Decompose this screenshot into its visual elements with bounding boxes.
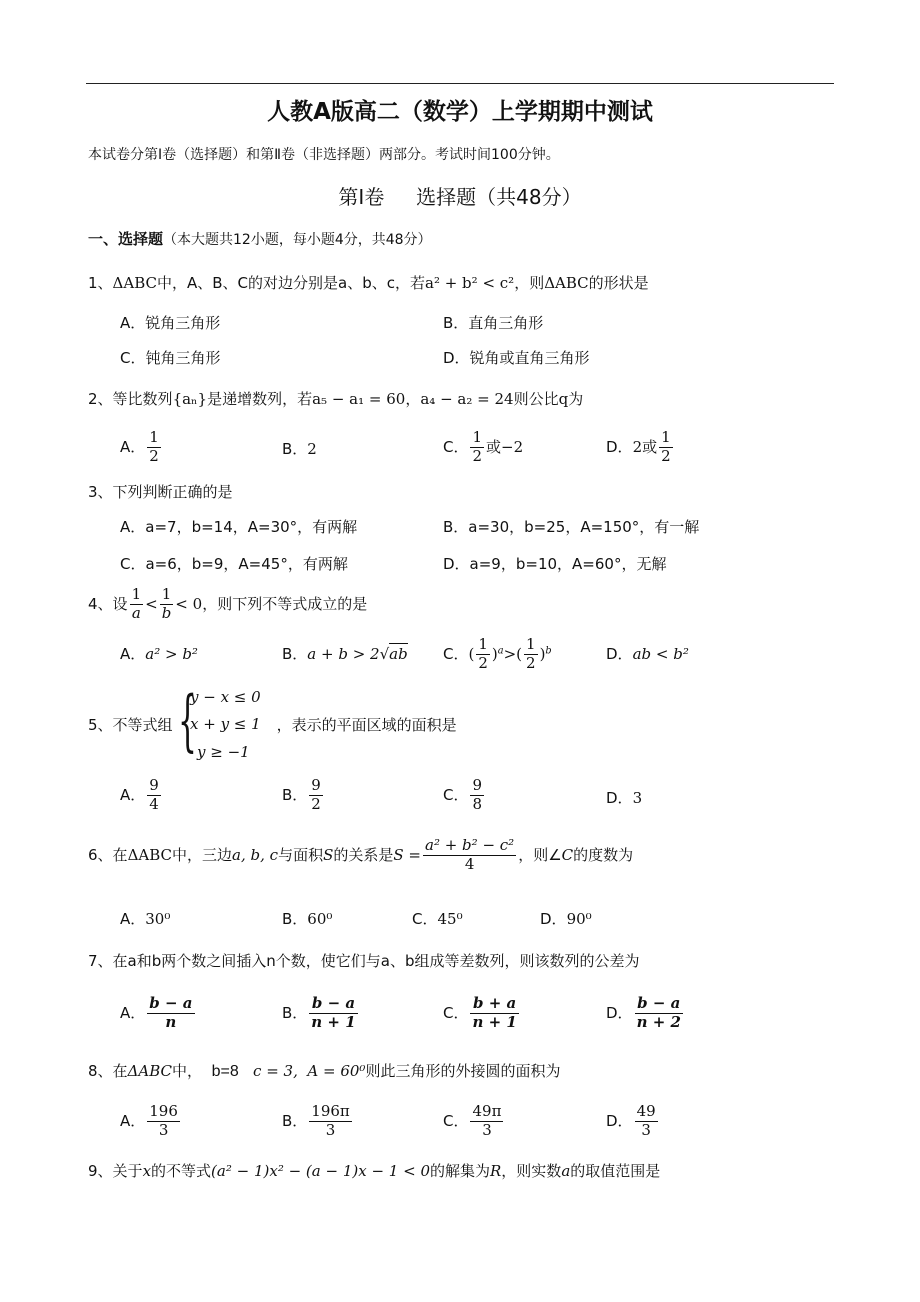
option-label: C． [443, 1111, 469, 1130]
denominator: 2 [472, 446, 483, 465]
triangle-symbol: ΔABC [544, 274, 589, 292]
fraction [635, 1104, 658, 1139]
question-number: 2、 [88, 390, 113, 408]
question-6 [88, 838, 633, 873]
sequence-expr: {aₙ} [172, 390, 208, 408]
fraction [147, 1104, 180, 1139]
numerator: 1 [661, 428, 671, 446]
fraction [635, 996, 683, 1031]
angle-symbol: C [561, 845, 574, 864]
fraction [160, 587, 174, 622]
paren: ( [516, 644, 523, 663]
numerator: 1 [131, 585, 142, 603]
denominator: 2 [526, 653, 536, 672]
numerator: 1 [526, 635, 536, 653]
denominator: 4 [149, 794, 159, 813]
question-text: 的关系是 [333, 845, 394, 864]
option-label: A． [120, 1111, 146, 1130]
option-label: B． [282, 645, 308, 663]
question-text: 的度数为 [573, 845, 634, 864]
part1-note: （本大题共12小题，每小题4分，共48分） [163, 232, 432, 248]
option-value: 45⁰ [437, 910, 463, 928]
numerator: b − a [149, 994, 193, 1012]
numerator: b − a [635, 996, 683, 1014]
q5-option-b [282, 778, 325, 813]
numerator: b + a [470, 996, 518, 1014]
q1-option-a: A．锐角三角形 [120, 314, 221, 332]
inequality-expr: (a² − 1)x² − (a − 1)x − 1 < 0 [211, 1162, 430, 1180]
fraction [147, 430, 161, 465]
system-line-3: y ≥ −1 [197, 743, 250, 761]
area-symbol: S [323, 845, 334, 864]
fraction [309, 1104, 352, 1139]
q6-option-d [540, 912, 592, 927]
option-label: C． [443, 437, 469, 456]
option-label: D． [606, 1003, 633, 1022]
question-4 [88, 587, 367, 622]
q6-option-c [412, 912, 463, 927]
option-label: D． [540, 910, 567, 928]
q6-option-a [120, 912, 170, 927]
side-b: b=8 [211, 1063, 239, 1080]
fraction [470, 996, 518, 1031]
sides-expr: a, b, c [232, 845, 279, 864]
question-text: 在a和b两个数之间插入n个数，使它们与a、b组成等差数列，则该数列的公差为 [112, 952, 640, 970]
top-rule [86, 83, 834, 84]
q2-option-c [443, 430, 523, 465]
question-text: 的取值范围是 [570, 1162, 661, 1180]
triangle-symbol: ΔABC [127, 845, 173, 864]
denominator: n [165, 1012, 177, 1031]
denominator: a [131, 603, 141, 622]
page-title: 人教A版高二（数学）上学期期中测试 [267, 99, 653, 125]
option-label: C． [443, 644, 469, 663]
q1-option-c: C．钝角三角形 [120, 349, 221, 367]
q2-option-b [282, 442, 317, 457]
numerator: 9 [311, 776, 321, 794]
question-text: 下列判断正确的是 [112, 483, 233, 501]
fraction [147, 778, 161, 813]
question-number: 7、 [88, 952, 113, 970]
question-text: 为 [568, 390, 584, 408]
denominator: n + 1 [311, 1012, 356, 1031]
q4-option-a [120, 647, 198, 662]
numerator: 1 [472, 428, 483, 446]
q5-option-d [606, 791, 642, 806]
option-value: 2 [307, 440, 317, 458]
option-label: C． [443, 1003, 469, 1022]
option-label: B． [282, 1111, 308, 1130]
fraction [309, 778, 323, 813]
option-label: D． [606, 437, 633, 456]
question-number: 1、 [88, 274, 113, 292]
fraction [659, 430, 673, 465]
fraction [476, 637, 490, 672]
less-than: < [145, 594, 158, 613]
fraction [470, 778, 484, 813]
question-2: 2、等比数列{aₙ}是递增数列，若a₅ − a₁ = 60，a₄ − a₂ = 24则公比q为 [88, 390, 584, 408]
greater-than: > [503, 644, 517, 663]
denominator: n + 2 [636, 1012, 681, 1031]
variable-a: a [561, 1162, 571, 1180]
fraction [470, 1104, 503, 1139]
q8-option-c [443, 1104, 505, 1139]
paren: ) [491, 644, 498, 663]
numerator: 1 [160, 587, 174, 605]
numerator: 49 [636, 1102, 656, 1120]
denominator: 2 [149, 446, 159, 465]
question-text: 中，三边 [172, 845, 233, 864]
numerator: b − a [309, 996, 357, 1014]
condition-expr: a² + b² < c² [425, 274, 515, 292]
system-brace: { [178, 682, 197, 759]
variable-x: x [142, 1162, 152, 1180]
question-text: 中，A、B、C的对边分别是a、b、c，若 [157, 274, 425, 292]
question-text: ，则下列不等式成立的是 [202, 594, 368, 613]
option-label: B． [282, 1003, 308, 1022]
option-label: C． [443, 785, 469, 804]
option-value: 90⁰ [566, 910, 592, 928]
option-value: 30⁰ [145, 910, 171, 928]
less-than-zero: < 0 [175, 594, 203, 613]
q7-option-b [282, 996, 360, 1031]
q6-option-b [282, 912, 332, 927]
q3-option-d: D．a=9，b=10，A=60°，无解 [443, 555, 667, 573]
exponent: a [497, 645, 504, 657]
option-label: D． [606, 789, 633, 807]
q1-option-b: B．直角三角形 [443, 314, 544, 332]
side-c: c = 3, [253, 1062, 298, 1080]
numerator: 1 [149, 428, 159, 446]
section-heading [0, 187, 920, 207]
intro-text: 本试卷分第Ⅰ卷（选择题）和第Ⅱ卷（非选择题）两部分。考试时间100分钟。 [88, 147, 560, 163]
q4-option-d [606, 647, 689, 662]
part1-heading [88, 232, 432, 247]
q5-option-c [443, 778, 486, 813]
q3-option-a: A．a=7，b=14，A=30°，有两解 [120, 518, 358, 536]
q2-option-a [120, 430, 163, 465]
question-number: 4、 [88, 594, 113, 613]
or-word: 或 [486, 437, 502, 456]
area-fraction [423, 838, 516, 873]
numerator: 9 [149, 776, 159, 794]
q8-option-b [282, 1104, 354, 1139]
question-text: 与面积 [278, 845, 324, 864]
question-number: 6、 [88, 845, 113, 864]
question-number: 5、 [88, 716, 113, 734]
denominator: 3 [158, 1120, 169, 1139]
denominator: n + 1 [472, 1012, 517, 1031]
q2-option-d [606, 430, 675, 465]
question-text: ，则∠ [518, 845, 562, 864]
numerator: 49π [472, 1102, 502, 1120]
equation-2: a₄ − a₂ = 24 [420, 390, 514, 408]
question-7 [88, 954, 639, 969]
q8-option-d [606, 1104, 660, 1139]
fraction [147, 996, 194, 1031]
option-label: A． [120, 785, 146, 804]
option-value: 3 [632, 789, 643, 807]
triangle-symbol: ΔABC [112, 274, 157, 292]
fraction [130, 587, 144, 622]
denominator: 8 [472, 794, 483, 813]
question-8 [88, 1064, 560, 1080]
option-label: A． [120, 910, 146, 928]
question-number: 9、 [88, 1162, 113, 1180]
q8-option-a [120, 1104, 182, 1139]
question-text: 的不等式 [151, 1162, 212, 1180]
part1-title: 一、选择题 [88, 230, 164, 248]
option-label: C． [412, 910, 438, 928]
paren: ) [539, 644, 546, 663]
q4-option-c [443, 637, 552, 672]
option-value: −2 [501, 437, 524, 456]
question-text: ，则 [514, 274, 545, 292]
q7-option-d [606, 996, 685, 1031]
numerator: 196π [311, 1102, 350, 1120]
paren: ( [468, 644, 475, 663]
question-text: 则公比 [513, 390, 559, 408]
option-label: A． [120, 1003, 146, 1022]
option-label: A． [120, 645, 146, 663]
q3-option-c: C．a=6，b=9，A=45°，有两解 [120, 555, 348, 573]
denominator: 2 [661, 446, 671, 465]
denominator: b [161, 603, 172, 622]
question-text: 设 [112, 594, 128, 613]
question-text: 不等式组 [112, 716, 173, 734]
section-label: 第Ⅰ卷 [338, 185, 385, 209]
option-value: ab < b² [632, 645, 689, 663]
denominator: 2 [311, 794, 321, 813]
option-value: a + b > 2 [307, 645, 380, 663]
denominator: 3 [482, 1120, 492, 1139]
question-9 [88, 1164, 660, 1179]
ratio-symbol: q [558, 390, 569, 408]
option-label: B． [282, 440, 308, 458]
q3-option-b: B．a=30，b=25，A=150°，有一解 [443, 518, 700, 536]
question-text: 关于 [112, 1162, 143, 1180]
denominator: 2 [478, 653, 488, 672]
solution-set: R [490, 1162, 502, 1180]
q5-option-a [120, 778, 163, 813]
question-text: 在 [112, 1062, 128, 1080]
question-text: 在 [112, 845, 128, 864]
question-text: ，表示的平面区域的面积是 [276, 716, 457, 734]
system-line-1: y − x ≤ 0 [190, 688, 261, 706]
question-3 [88, 485, 233, 500]
option-label: D． [606, 1111, 633, 1130]
question-text: 的形状是 [588, 274, 649, 292]
option-label: B． [282, 785, 308, 804]
q1-option-d: D．锐角或直角三角形 [443, 349, 590, 367]
option-label: A． [120, 437, 146, 456]
question-text: 是递增数列，若 [207, 390, 313, 408]
option-label: B． [282, 910, 308, 928]
q7-option-a [120, 996, 197, 1031]
numerator: 1 [478, 635, 488, 653]
option-label: D． [606, 645, 633, 663]
sqrt-value: ab [389, 645, 408, 663]
question-text: 的解集为 [429, 1162, 490, 1180]
triangle-symbol: ΔABC [127, 1062, 173, 1080]
option-value: a² > b² [145, 645, 198, 663]
numerator: 196 [149, 1102, 178, 1120]
question-text: 则此三角形的外接圆的面积为 [365, 1062, 561, 1080]
exponent: b [545, 645, 552, 657]
fraction [309, 996, 357, 1031]
numerator: 9 [472, 776, 483, 794]
denominator: 3 [325, 1120, 336, 1139]
question-5 [88, 715, 457, 734]
option-value: 60⁰ [307, 910, 333, 928]
q4-option-b: B．a + b > 2√ab [282, 645, 408, 663]
angle-a: A = 60⁰ [307, 1062, 366, 1080]
or-word: 或 [642, 437, 658, 456]
question-number: 8、 [88, 1062, 113, 1080]
question-text: 等比数列 [112, 390, 173, 408]
equation-1: a₅ − a₁ = 60 [312, 390, 406, 408]
question-text: ，则实数 [501, 1162, 562, 1180]
numerator: a² + b² − c² [425, 836, 515, 854]
system-line-2: x + y ≤ 1 [190, 715, 261, 733]
question-1 [88, 276, 649, 291]
question-text: 中， [172, 1062, 203, 1080]
area-formula-lhs: S = [393, 845, 421, 864]
fraction [470, 430, 484, 465]
denominator: 3 [641, 1120, 651, 1139]
section-name: 选择题（共48分） [416, 185, 582, 209]
denominator: 4 [464, 854, 475, 873]
q7-option-c [443, 996, 521, 1031]
question-number: 3、 [88, 483, 113, 501]
fraction [524, 637, 538, 672]
option-value: 2 [632, 437, 643, 456]
